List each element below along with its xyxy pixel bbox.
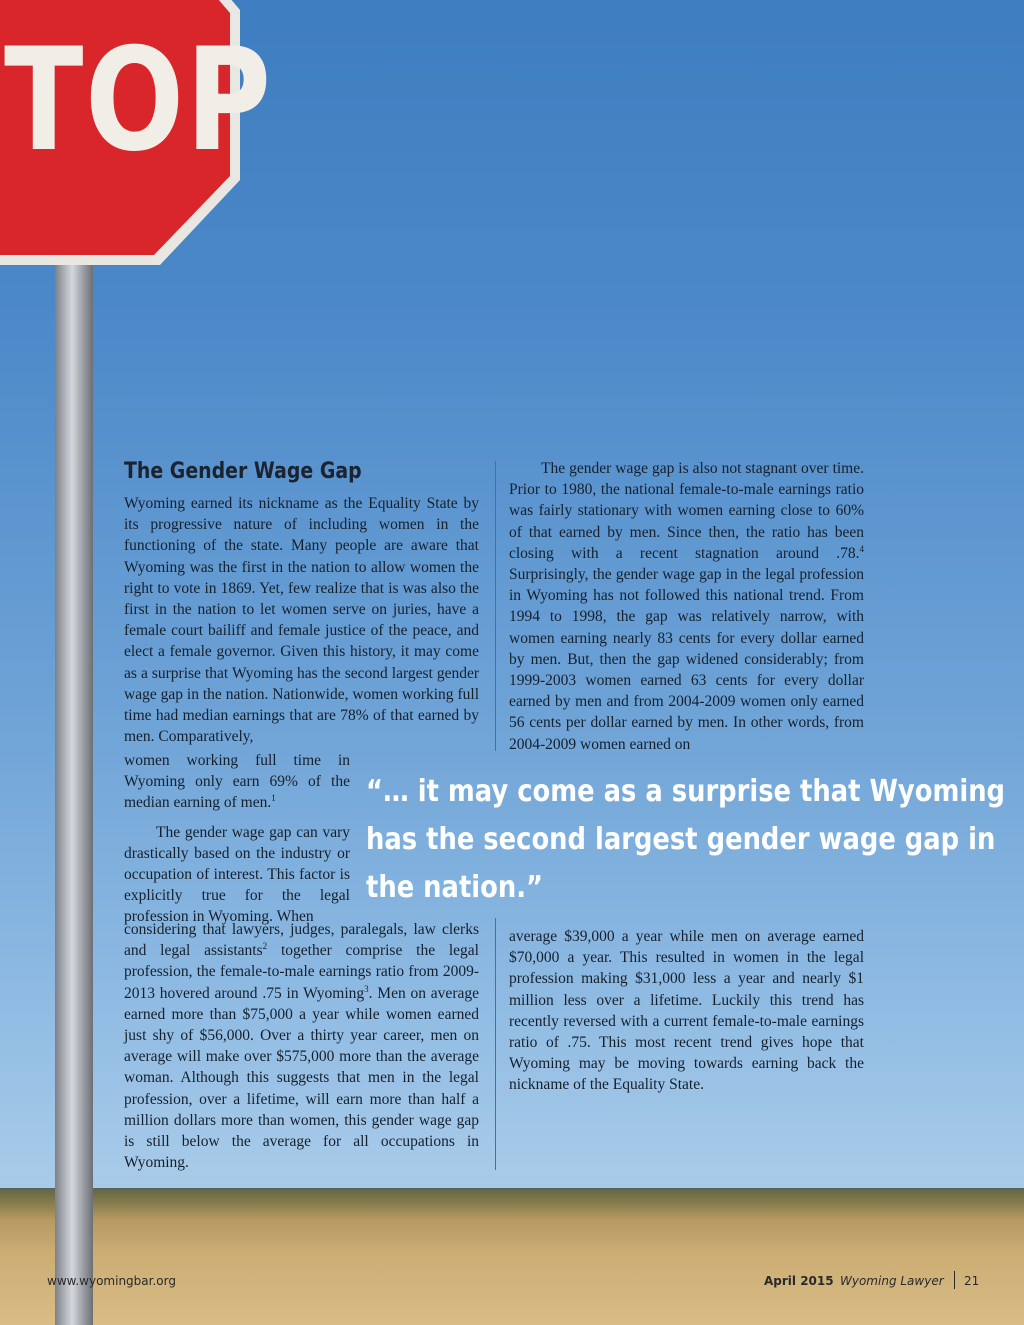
paragraph-conclusion: average $39,000 a year while men on average earned $70,000 a year. This resulted in women in the legal profession making $31,000 less a year and nearly $1 million less over a lifetime. Luckily this trend has recently reversed with a current female-to-male earnings ratio of .75. This most recent trend gives hope that Wyoming may be moving towards earning back the nickname of the Equality State.	[509, 928, 864, 1094]
pull-quote-line: “… it may come as a surprise that Wyoming	[366, 774, 1006, 809]
paragraph-industry: The gender wage gap can vary drastically based on the industry or occupation of interest. This factor is explicitly true for the legal profession in Wyoming. When	[124, 823, 350, 926]
right-column-bottom	[509, 926, 864, 1096]
paragraph-text: The gender wage gap is also not stagnant over time. Prior to 1980, the national female-to-male earnings ratio was fairly stationary with women earning close to 60% of that earned by men. Since then, the ratio has been closing with a recent stagnation around .78.	[509, 460, 864, 562]
paragraph-text: considering that lawyers, judges, paralegals, law clerks and legal assistants	[124, 921, 479, 960]
pull-quote-line: the nation.”	[366, 870, 543, 905]
footnote-4: 4	[859, 543, 864, 554]
footnote-2: 2	[262, 941, 268, 952]
paragraph-text: women working full time in Wyoming only earn 69% of the median earning of men.	[124, 752, 350, 812]
left-column-top	[124, 493, 479, 747]
footnote-1: 1	[271, 793, 276, 804]
paragraph-text: together comprise the legal profession, the female-to-male earnings ratio from 2009-2013 hovered around .75 in Wyoming	[124, 942, 479, 1002]
pull-quote-line: has the second largest gender wage gap in	[366, 822, 996, 857]
field-ground	[0, 1192, 1024, 1325]
paragraph-trend	[509, 458, 864, 755]
column-divider	[495, 461, 496, 751]
right-column-top	[509, 458, 864, 755]
footer-issue-date: April 2015	[764, 1274, 834, 1288]
sign-pole	[55, 258, 93, 1325]
footer-page-number: 21	[964, 1274, 980, 1288]
footer-magazine-name: Wyoming Lawyer	[840, 1274, 944, 1288]
article-headline: The Gender Wage Gap	[124, 459, 362, 484]
footer-website-link[interactable]: www.wyomingbar.org	[47, 1274, 176, 1288]
footnote-3: 3	[364, 983, 369, 994]
column-divider	[495, 918, 496, 1170]
paragraph-text: Surprisingly, the gender wage gap in the legal profession in Wyoming has not followed this national trend. From 1994 to 1998, the gap was relatively narrow, with women earning nearly 83 cents for every dollar earned by men. But, then the gap widened considerably; from 1999-2003 women earned 63 cents for every dollar earned by men and from 2004-2009 women only earned 56 cents per dollar earned by men. In other words, from 2004-2009 women earned on	[509, 566, 864, 753]
pull-quote	[366, 768, 1006, 912]
paragraph-intro-end	[124, 750, 350, 814]
stop-sign-text: TOP	[4, 18, 273, 183]
paragraph-text: . Men on average earned more than $75,000 a year while women earned just shy of $56,000. Over a thirty year career, men on average will make over $575,000 more than the average woman. Although this suggests that men in the legal profession, over a lifetime, will earn more than half a million dollars more than women, this gender wage gap is still below the average for all occupations in Wyoming.	[124, 984, 479, 1172]
footer-separator	[954, 1271, 955, 1289]
left-column-bottom	[124, 919, 479, 1173]
paragraph-legal-profession	[124, 919, 479, 1173]
paragraph-intro: Wyoming earned its nickname as the Equality State by its progressive nature of including women in the functioning of the state. Many people are aware that Wyoming was the first in the nation to allow women the right to vote in 1869. Yet, few realize that is was also the first in the nation to let women serve on juries, have a female court bailiff and female justice of the peace, and elect a female governor. Given this history, it may come as a surprise that Wyoming has the second largest gender wage gap in the nation. Nationwide, women working full time had median earnings that are 78% of that earned by men. Comparatively,	[124, 495, 479, 746]
left-column-narrow	[124, 750, 350, 928]
